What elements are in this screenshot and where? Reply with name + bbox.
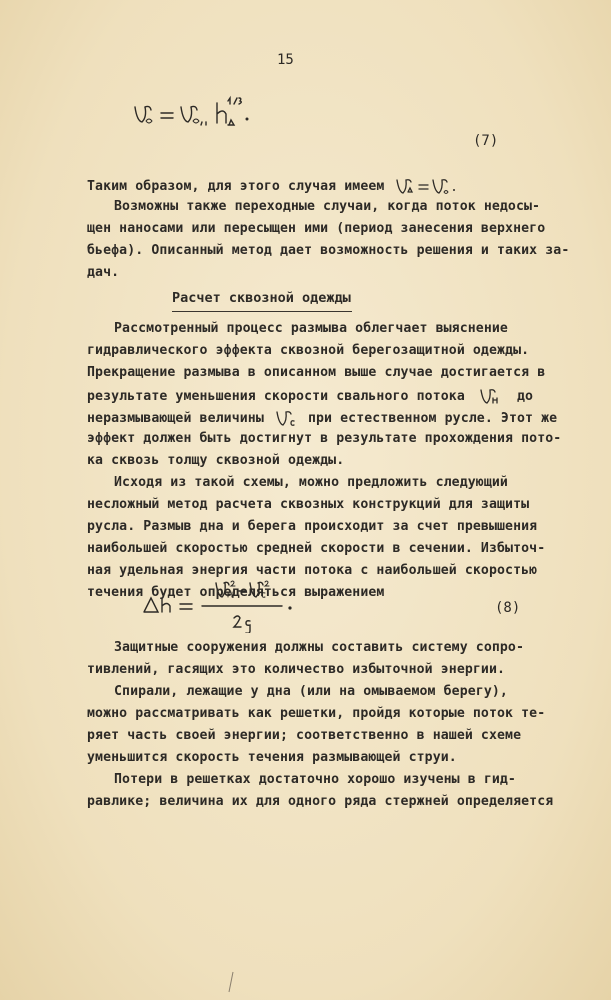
section-heading: Расчет сквозной одежды	[172, 290, 351, 306]
text-span: неразмывающей величины	[87, 411, 264, 426]
text-line: бьефа). Описанный метод дает возможность решения и таких за-	[87, 243, 570, 258]
text-line: Потери в решетках достаточно хорошо изучены в гид-	[114, 772, 516, 787]
text-line: русла. Размыв дна и берега происходит за счет превышения	[87, 519, 538, 534]
text-line: ная удельная энергия части потока с наибольшей скоростью	[87, 563, 538, 578]
text-line: дач.	[87, 265, 120, 280]
text-line: щен наносами или пересыщен ими (период занесения верхнего	[87, 221, 546, 236]
text-line: Прекращение размыва в описанном выше случае достигается в	[87, 365, 546, 380]
page-number: 15	[277, 52, 294, 68]
text-span: до	[516, 389, 534, 404]
text-line: гидравлического эффекта сквозной берегозащитной одежды.	[87, 343, 530, 358]
text-line: ка сквозь толщу сквозной одежды.	[87, 453, 345, 468]
text-line: равлике; величина их для одного ряда стержней определяется	[87, 794, 554, 809]
text-line: ряет часть своей энергии; соответственно в нашей схеме	[87, 728, 522, 743]
text-line: течения будет определяться выражением	[87, 585, 385, 600]
text-line: Возможны также переходные случаи, когда поток недосы-	[114, 199, 541, 214]
text-line: эффект должен быть достигнут в результате прохождения пото-	[87, 431, 562, 446]
handwritten-formula-8	[140, 578, 300, 633]
text-line: можно рассматривать как решетки, пройдя которые поток те-	[87, 706, 546, 721]
text-line: наибольшей скоростью средней скорости в сечении. Избыточ-	[87, 541, 546, 556]
text-line	[87, 387, 533, 405]
pencil-mark	[226, 970, 236, 995]
text-line	[87, 409, 557, 427]
heading-underline	[172, 311, 352, 312]
text-span: при естественном русле. Этот же	[307, 411, 558, 426]
text-line: Спирали, лежащие у дна (или на омываемом берегу),	[114, 684, 508, 699]
handwritten-formula-7	[133, 95, 273, 135]
text-line: Рассмотренный процесс размыва облегчает выяснение	[114, 321, 508, 336]
text-line	[87, 177, 457, 195]
text-line: уменьшится скорость течения размывающей струи.	[87, 750, 457, 765]
handwritten-v-c-symbol	[272, 409, 300, 427]
text-line: Исходя из такой схемы, можно предложить следующий	[114, 475, 508, 490]
text-line: Защитные сооружения должны составить систему сопро-	[114, 640, 525, 655]
handwritten-v-d-equals-v0	[393, 177, 457, 195]
equation-number-7: (7)	[473, 133, 499, 149]
handwritten-v-n-symbol	[473, 387, 509, 405]
text-line: тивлений, гасящих это количество избыточной энергии.	[87, 662, 506, 677]
text-line: несложный метод расчета сквозных конструкций для защиты	[87, 497, 530, 512]
text-span: Таким образом, для этого случая имеем	[87, 179, 385, 194]
equation-number-8: (8)	[495, 600, 521, 616]
text-span: результате уменьшения скорости свального потока	[87, 389, 465, 404]
